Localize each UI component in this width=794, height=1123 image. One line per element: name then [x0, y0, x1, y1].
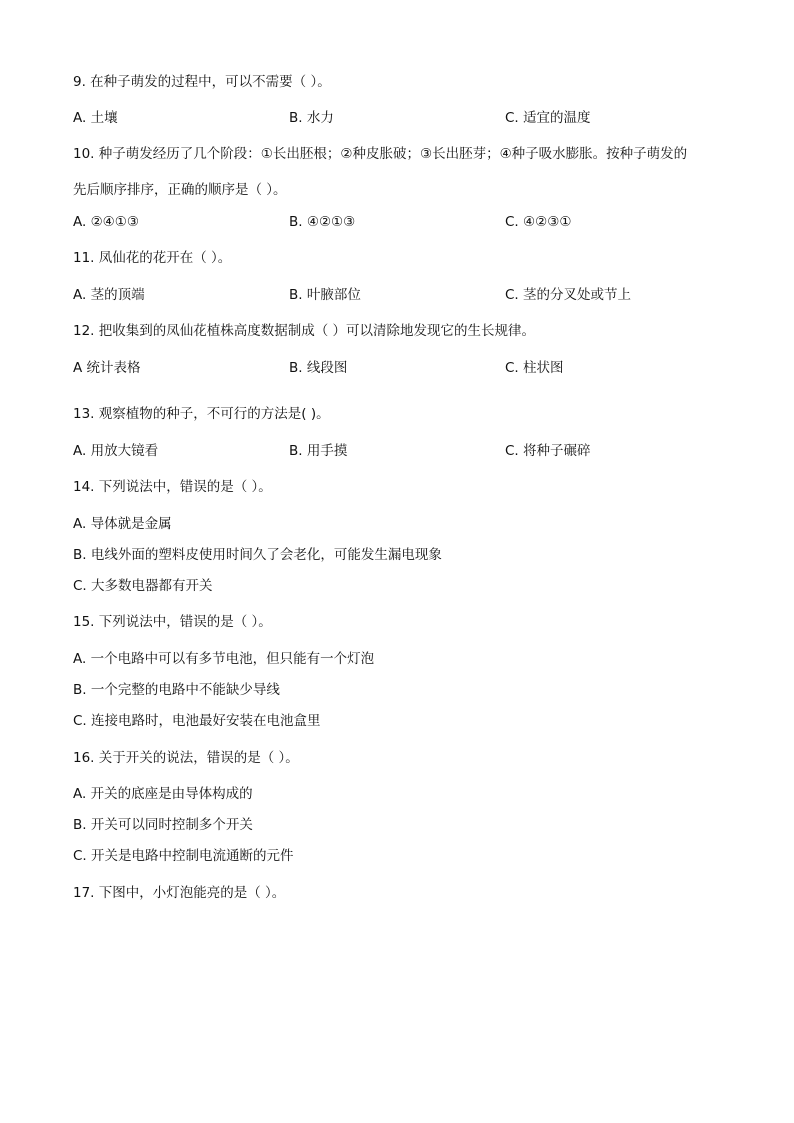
question-11-option-c: C. 茎的分叉处或节上 [505, 287, 632, 303]
question-10-stem-line1: 10. 种子萌发经历了几个阶段：①长出胚根；②种皮胀破；③长出胚芽；④种子吸水膨胀。按种子萌发的 [73, 146, 688, 162]
question-13-stem: 13. 观察植物的种子，不可行的方法是( )。 [73, 406, 330, 422]
question-14-option-c: C. 大多数电器都有开关 [73, 578, 213, 594]
question-16-option-b: B. 开关可以同时控制多个开关 [73, 817, 253, 833]
question-13-option-a: A. 用放大镜看 [73, 443, 159, 459]
question-10-option-a: A. ②④①③ [73, 214, 139, 230]
question-10-option-b: B. ④②①③ [289, 214, 356, 230]
question-12-option-b: B. 线段图 [289, 360, 348, 376]
question-14-option-b: B. 电线外面的塑料皮使用时间久了会老化，可能发生漏电现象 [73, 547, 442, 563]
question-10-stem-line2: 先后顺序排序，正确的顺序是（ ）。 [73, 182, 287, 198]
question-15-option-a: A. 一个电路中可以有多节电池，但只能有一个灯泡 [73, 651, 375, 667]
question-15-option-b: B. 一个完整的电路中不能缺少导线 [73, 682, 280, 698]
question-11-stem: 11. 凤仙花的花开在（ ）。 [73, 250, 232, 266]
question-12-option-a: A 统计表格 [73, 360, 141, 376]
question-14-option-a: A. 导体就是金属 [73, 516, 172, 532]
question-14-stem: 14. 下列说法中，错误的是（ ）。 [73, 479, 272, 495]
question-17-stem: 17. 下图中，小灯泡能亮的是（ ）。 [73, 885, 286, 901]
question-16-stem: 16. 关于开关的说法，错误的是（ ）。 [73, 750, 299, 766]
question-9-option-a: A. 土壤 [73, 110, 118, 126]
question-15-stem: 15. 下列说法中，错误的是（ ）。 [73, 614, 272, 630]
question-12-option-c: C. 柱状图 [505, 360, 564, 376]
question-9-option-c: C. 适宜的温度 [505, 110, 591, 126]
question-11-option-a: A. 茎的顶端 [73, 287, 145, 303]
question-16-option-c: C. 开关是电路中控制电流通断的元件 [73, 848, 294, 864]
question-9-stem: 9. 在种子萌发的过程中，可以不需要（ ）。 [73, 74, 331, 90]
question-13-option-b: B. 用手摸 [289, 443, 348, 459]
question-12-stem: 12. 把收集到的凤仙花植株高度数据制成（ ）可以清除地发现它的生长规律。 [73, 323, 536, 339]
question-15-option-c: C. 连接电路时，电池最好安装在电池盒里 [73, 713, 321, 729]
question-13-option-c: C. 将种子碾碎 [505, 443, 591, 459]
question-10-option-c: C. ④②③① [505, 214, 572, 230]
question-16-option-a: A. 开关的底座是由导体构成的 [73, 786, 253, 802]
question-11-option-b: B. 叶腋部位 [289, 287, 361, 303]
question-9-option-b: B. 水力 [289, 110, 334, 126]
